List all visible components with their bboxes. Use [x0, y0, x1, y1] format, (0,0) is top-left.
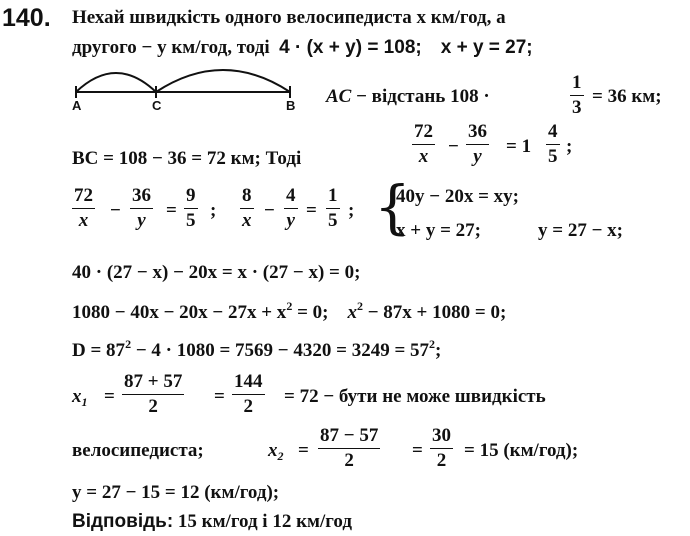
answer-label: Відповідь: [72, 511, 174, 532]
arc-cb [156, 70, 290, 92]
x2-frac-1: $\frac{87 - 57}{2}$ [320, 425, 379, 471]
system-eq-3: y = 27 − x; [538, 220, 623, 241]
line-2 [72, 37, 533, 59]
row4-op-2: = [166, 200, 177, 221]
ac-text: − відстань 108 · [356, 86, 490, 107]
answer-text: 15 км/год і 12 км/год [173, 511, 352, 532]
row4-frac-1: $\frac{72}{x}$ [74, 185, 93, 231]
x2-prefix: велосипедиста; [72, 440, 204, 461]
row4-op-4: = [306, 200, 317, 221]
point-c-label: C [152, 98, 162, 113]
ac-line [326, 86, 490, 108]
point-a-label: A [72, 98, 82, 113]
x2-var: $x_2$ [268, 440, 284, 463]
row4-frac-3: $\frac{9}{5}$ [186, 185, 196, 231]
line-2-eq: 4 · (x + y) = 108; [279, 37, 422, 58]
x2-eq: = [298, 440, 309, 461]
x1-var: $x_1$ [72, 386, 88, 409]
row4-frac-2: $\frac{36}{y}$ [132, 185, 151, 231]
tod-eq: = 1 [506, 136, 532, 157]
row4-op-1: − [110, 200, 121, 221]
row4-frac-6: $\frac{1}{5}$ [328, 185, 338, 231]
segment-diagram [68, 62, 298, 112]
row4-op-3: − [264, 200, 275, 221]
row4-frac-4: $\frac{8}{x}$ [242, 185, 252, 231]
x1-eq: = [104, 386, 115, 407]
line-2-text: другого − y км/год, тоді [72, 37, 270, 58]
ac-result: = 36 км; [592, 86, 662, 107]
tod-mixed-frac: $\frac{4}{5}$ [548, 121, 558, 167]
bc-line: BC = 108 − 36 = 72 км; Тоді [72, 148, 302, 169]
x1-result: = 72 − бути не може швидкість [284, 386, 546, 407]
ac-label: AC [326, 86, 352, 107]
line-2-eq2: x + y = 27; [440, 37, 533, 58]
row4-frac-5: $\frac{4}{y}$ [286, 185, 296, 231]
x1-frac-2: $\frac{144}{2}$ [234, 371, 263, 417]
x2-result: = 15 (км/год); [464, 440, 579, 461]
line-y: y = 27 − 15 = 12 (км/год); [72, 482, 280, 503]
system-brace: { [374, 173, 411, 241]
tod-minus: − [448, 136, 459, 157]
arc-ac [76, 73, 156, 92]
ac-fraction: $\frac{1}{3}$ [572, 72, 582, 118]
x1-frac-1: $\frac{87 + 57}{2}$ [124, 371, 183, 417]
tod-frac-1: $\frac{72}{x}$ [414, 121, 433, 167]
row4-sep: ; [210, 200, 217, 221]
x2-eq-2: = [412, 440, 423, 461]
system-eq-2: x + y = 27; [396, 220, 481, 241]
x1-eq-2: = [214, 386, 225, 407]
line-6: $1080 - 40x - 20x - 27x + x^2 = 0$; $x^2 - 87x + 1080 = 0$; [72, 299, 507, 323]
line-5: 40 · (27 − x) − 20x = x · (27 − x) = 0; [72, 262, 361, 283]
point-b-label: B [286, 98, 296, 113]
tod-end: ; [566, 136, 573, 157]
line-7: $D = 87^2 - 4 \cdot 1080 = 7569 - 4320 = 3249 = 57^2$; [72, 337, 442, 361]
problem-number: 140. [2, 4, 51, 32]
row4-sep-2: ; [348, 200, 355, 221]
answer-line [72, 511, 352, 533]
tod-frac-2: $\frac{36}{y}$ [468, 121, 487, 167]
x2-frac-2: $\frac{30}{2}$ [432, 425, 451, 471]
system-eq-1: 40y − 20x = xy; [396, 186, 519, 207]
line-1: Нехай швидкість одного велосипедиста x км/год, а [72, 7, 506, 28]
